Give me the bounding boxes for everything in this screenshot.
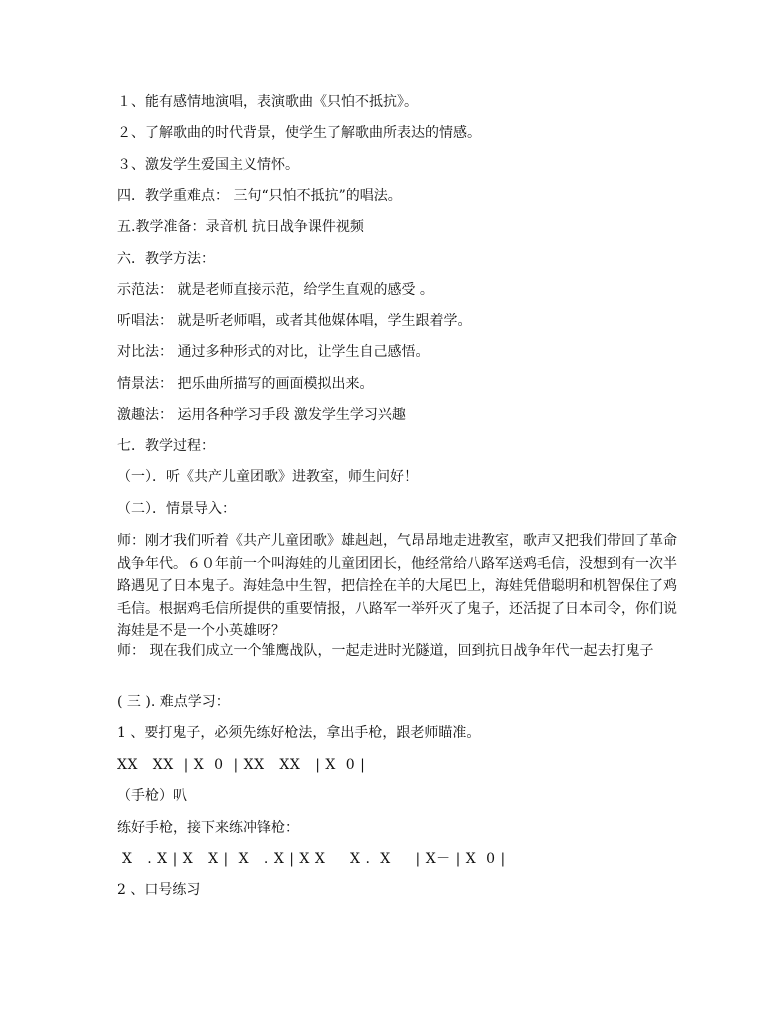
method-interest: 激趣法： 运用各种学习手段 激发学生学习兴趣 xyxy=(117,407,406,423)
method-comparison: 对比法： 通过多种形式的对比，让学生自己感悟。 xyxy=(117,344,430,360)
method-demonstration: 示范法： 就是老师直接示范，给学生直观的感受 。 xyxy=(117,282,434,298)
item-2: 2 、口号练习 xyxy=(117,882,201,898)
section-methods-title: 六．教学方法： xyxy=(117,251,215,267)
section-key-difficulty: 四．教学重难点： 三句“只怕不抵抗”的唱法。 xyxy=(117,188,402,204)
handgun-sound: （手枪）叭 xyxy=(117,788,187,804)
teacher-paragraph-2: 师： 现在我们成立一个雏鹰战队，一起走进时光隧道，回到抗日战争年代一起去打鬼子 xyxy=(117,643,654,659)
rhythm-submachine-gun: X . X | X X | X . X | X X X . X | X－ | X 0 | xyxy=(117,851,506,867)
step-2: （二）．情景导入： xyxy=(117,501,236,517)
objective-2: ２、了解歌曲的时代背景，使学生了解歌曲所表达的情感。 xyxy=(117,125,481,141)
teacher-paragraph-1: 师：刚才我们听着《共产儿童团歌》雄赳赳，气昂昂地走进教室，歌声又把我们带回了革命战争年代。６０年前一个叫海娃的儿童团团长，他经常给八路军送鸡毛信，没想到有一次半路遇见了日本鬼子。海娃急中生智，把信拴在羊的大尾巴上，海娃凭借聪明和机智保住了鸡毛信。根据鸡毛信所提供的重要情报，八路军一举歼灭了鬼子，还活捉了日本司令，你们说海娃是不是一个小英雄呀？ xyxy=(117,533,677,639)
step-1: （一）．听《共产儿童团歌》进教室，师生问好！ xyxy=(117,469,418,485)
section-preparation: 五.教学准备：录音机 抗日战争课件视频 xyxy=(117,219,364,235)
method-scenario: 情景法： 把乐曲所描写的画面模拟出来。 xyxy=(117,376,374,392)
practice-instruction: 练好手枪，接下来练冲锋枪： xyxy=(117,820,299,836)
method-listen-sing: 听唱法： 就是听老师唱，或者其他媒体唱，学生跟着学。 xyxy=(117,313,472,329)
step-3: ( 三 ). 难点学习： xyxy=(117,694,230,710)
rhythm-handgun: XX XX | X 0 | XX XX | X 0 | xyxy=(117,757,366,773)
section-process-title: 七．教学过程： xyxy=(117,438,215,454)
item-1: 1 、要打鬼子，必须先练好枪法，拿出手枪，跟老师瞄准。 xyxy=(117,725,481,741)
objective-3: ３、激发学生爱国主义情怀。 xyxy=(117,157,299,173)
objective-1: １、能有感情地演唱，表演歌曲《只怕不抵抗》。 xyxy=(117,94,418,110)
